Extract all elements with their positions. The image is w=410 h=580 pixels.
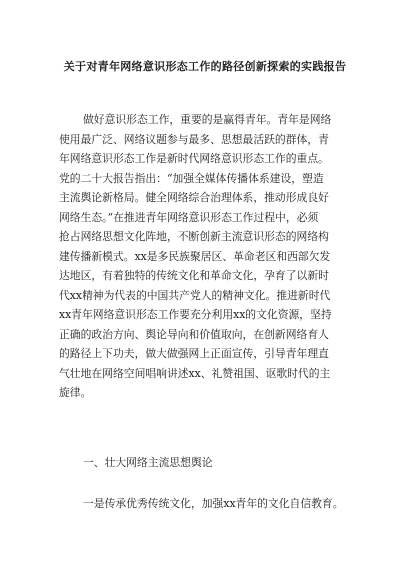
paragraph-line: 代xx精神为代表的中国共产党人的精神文化。推进新时代 (59, 288, 331, 302)
paragraph-line: xx青年网络意识形态工作要充分利用xx的文化资源，坚持 (59, 308, 332, 321)
paragraph-line: 做好意识形态工作，重要的是赢得青年。青年是网络 (83, 113, 332, 126)
paragraph-1 (59, 110, 371, 403)
paragraph-2: 一是传承优秀传统文化，加强xx青年的文化自信教育。 (83, 497, 344, 510)
paragraph-line: 网络生态。”在推进青年网络意识形态工作过程中，必须 (59, 210, 319, 224)
document-title: 关于对青年网络意识形态工作的路径创新探索的实践报告 (63, 60, 347, 73)
paragraph-line: 党的二十大报告指出：“加强全媒体传播体系建设，塑造 (59, 171, 324, 185)
paragraph-line: 主流舆论新格局。健全网络综合治理体系，推动形成良好 (59, 191, 329, 204)
paragraph-line: 旋律。 (59, 386, 92, 399)
paragraph-line: 建传播新模式。xx是多民族聚居区、革命老区和西部欠发 (59, 249, 331, 263)
paragraph-line: 抢占网络思想文化阵地，不断创新主流意识形态的网络构 (59, 230, 329, 243)
paragraph-line: 年网络意识形态工作是新时代网络意识形态工作的重点。 (59, 152, 329, 165)
paragraph-line: 达地区，有着独特的传统文化和革命文化，孕育了以新时 (59, 269, 329, 282)
paragraph-line: 的路径上下功夫，做大做强网上正面宣传，引导青年理直 (59, 347, 329, 360)
paragraph-line: 使用最广泛、网络议题参与最多、思想最活跃的群体，青 (59, 132, 329, 146)
paragraph-line: 气壮地在网络空间唱响讲述xx、礼赞祖国、讴歌时代的主 (59, 366, 331, 380)
paragraph-line: 正确的政治方向、舆论导向和价值取向，在创新网络育人 (59, 327, 329, 341)
section-heading: 一、壮大网络主流思想舆论 (83, 456, 213, 469)
